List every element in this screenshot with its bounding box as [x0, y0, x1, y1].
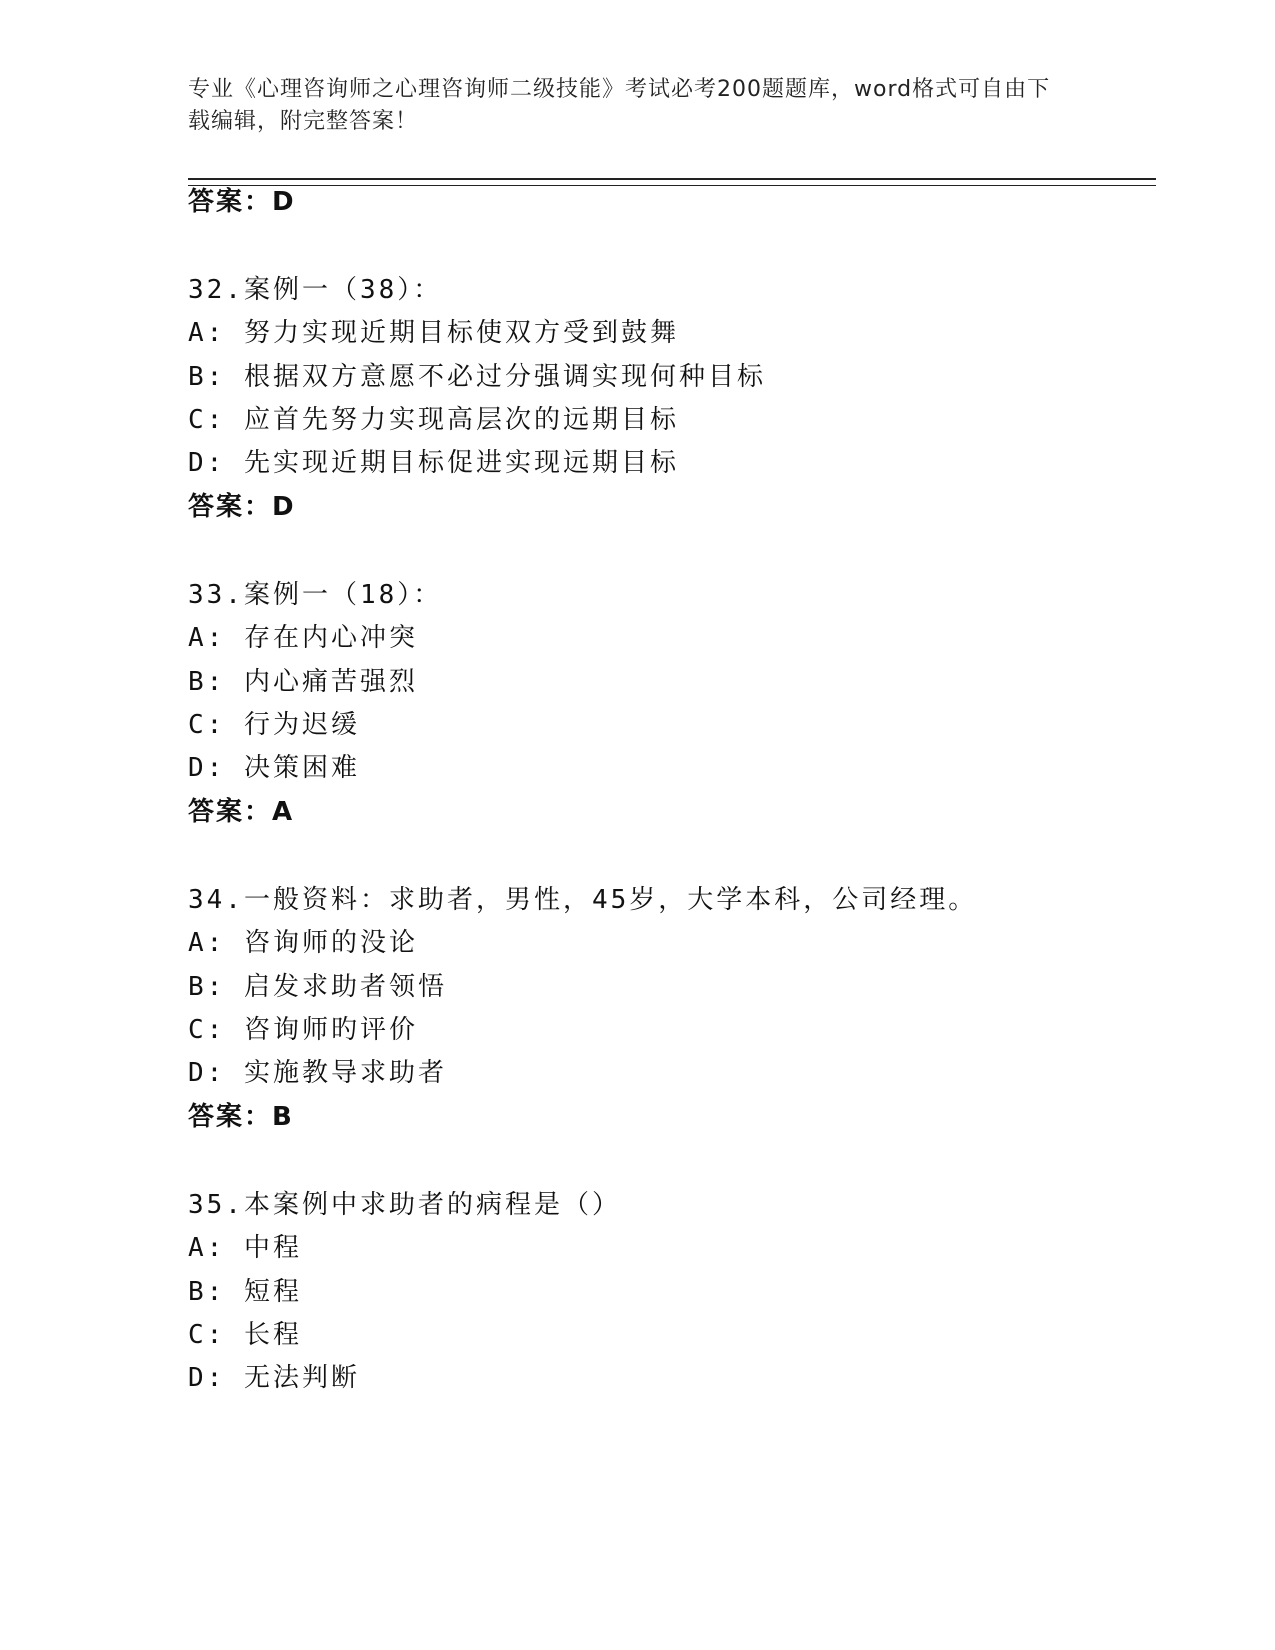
option-line: D: 先实现近期目标促进实现远期目标 — [188, 448, 679, 478]
option-line: B: 根据双方意愿不必过分强调实现何种目标 — [188, 362, 766, 392]
question-stem: 34.一般资料：求助者，男性，45岁，大学本科，公司经理。 — [188, 885, 978, 915]
header-divider — [188, 178, 1156, 186]
option-line: A: 努力实现近期目标使双方受到鼓舞 — [188, 318, 679, 348]
option-line: C: 应首先努力实现高层次的远期目标 — [188, 405, 679, 435]
option-line: C: 咨询师旳评价 — [188, 1015, 418, 1045]
option-line: C: 长程 — [188, 1320, 302, 1350]
option-line: B: 短程 — [188, 1277, 302, 1307]
option-line: D: 实施教导求助者 — [188, 1058, 447, 1088]
option-line: A: 咨询师的没论 — [188, 928, 418, 958]
answer-line: 答案：D — [188, 492, 296, 522]
option-line: D: 无法判断 — [188, 1363, 360, 1393]
option-line: A: 存在内心冲突 — [188, 623, 418, 653]
option-line: C: 行为迟缓 — [188, 710, 360, 740]
option-line: A: 中程 — [188, 1233, 302, 1263]
question-stem: 32.案例一（38）： — [188, 275, 443, 305]
question-stem: 33.案例一（18）： — [188, 580, 443, 610]
option-line: B: 内心痛苦强烈 — [188, 667, 418, 697]
answer-line: 答案：B — [188, 1102, 294, 1132]
option-line: B: 启发求助者领悟 — [188, 972, 447, 1002]
answer-line: 答案：D — [188, 187, 296, 217]
page-header: 专业《心理咨询师之心理咨询师二级技能》考试必考200题题库，word格式可自由下载编辑，附完整答案！ — [188, 77, 1051, 134]
question-stem: 35.本案例中求助者的病程是（） — [188, 1190, 621, 1220]
answer-line: 答案：A — [188, 797, 295, 827]
option-line: D: 决策困难 — [188, 753, 360, 783]
